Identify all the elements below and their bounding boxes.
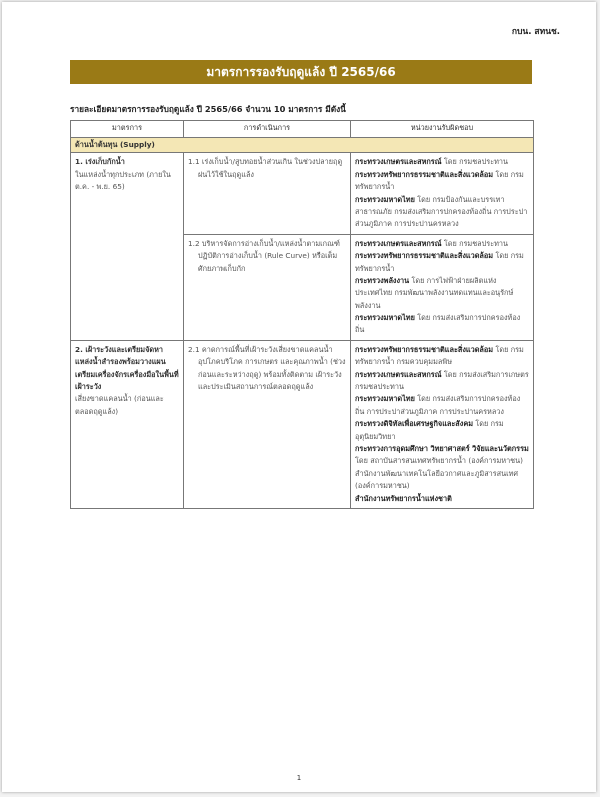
- measures-table: [70, 120, 534, 509]
- agency-item: กระทรวงการอุดมศึกษา วิทยาศาสตร์ วิจัยและนวัตกรรม โดย สถาบันสารสนเทศทรัพยากรน้ำ (องค์การมหาชน) สำนักงานพัฒนาเทคโนโลยีอวกาศและภูมิสารสนเทศ (องค์การมหาชน): [355, 443, 529, 491]
- agency-cell: [351, 234, 534, 340]
- section-row: [71, 138, 534, 153]
- document-page: [2, 2, 596, 792]
- table-row: [71, 153, 534, 234]
- measure-title: 2. เฝ้าระวังและเตรียมจัดหาแหล่งน้ำสำรองพร้อมวางแผนเตรียมเครื่องจักรเครื่องมือในพื้นที่เฝ้าระวัง: [75, 344, 179, 392]
- agency-item: กระทรวงมหาดไทย โดย กรมส่งเสริมการปกครองท้องถิ่น การประปาส่วนภูมิภาค การประปานครหลวง: [355, 394, 521, 416]
- table-row: [71, 340, 534, 508]
- agency-item: กระทรวงทรัพยากรธรรมชาติและสิ่งแวดล้อม โดย กรมทรัพยากรน้ำ: [355, 169, 524, 192]
- page-title: มาตรการรองรับฤดูแล้ง ปี 2565/66: [206, 64, 396, 79]
- action-text: 1.2 บริหารจัดการอ่างเก็บน้ำ/แหล่งน้ำตามเกณฑ์ปฏิบัติการอ่างเก็บน้ำ (Rule Curve) หรือเต็มศักยภาพเก็บกัก: [188, 238, 340, 273]
- agency-item: กระทรวงดิจิทัลเพื่อเศรษฐกิจและสังคม โดย กรมอุตุนิยมวิทยา: [355, 419, 504, 441]
- measure-subtitle: ในแหล่งน้ำทุกประเภท (ภายใน ต.ค. - พ.ย. 65): [75, 169, 171, 192]
- column-header-measure: มาตรการ: [71, 121, 184, 138]
- column-header-action: การดำเนินการ: [184, 121, 351, 138]
- agency-item: กระทรวงพลังงาน โดย การไฟฟ้าฝ่ายผลิตแห่งประเทศไทย กรมพัฒนาพลังงานทดแทนและอนุรักษ์พลังงาน: [355, 275, 514, 310]
- action-text: 1.1 เร่งเก็บน้ำ/สูบทอยน้ำส่วนเกิน ในช่วงปลายฤดูฝนไว้ใช้ในฤดูแล้ง: [188, 157, 343, 179]
- agency-item: กระทรวงเกษตรและสหกรณ์ โดย กรมส่งเสริมการเกษตร กรมชลประทาน: [355, 369, 529, 392]
- agency-cell: [351, 340, 534, 508]
- agency-item: กระทรวงมหาดไทย โดย กรมป้องกันและบรรเทาสาธารณภัย กรมส่งเสริมการปกครองท้องถิ่น การประปาส่วนภูมิภาค การประปานครหลวง: [355, 194, 528, 229]
- table-header-row: [71, 121, 534, 138]
- measure-cell: [71, 340, 184, 508]
- agency-item: กระทรวงทรัพยากรธรรมชาติและสิ่งแวดล้อม โดย กรมทรัพยากรน้ำ: [355, 251, 524, 273]
- section-label: ด้านน้ำต้นทุน (Supply): [75, 140, 155, 149]
- measure-title: 1. เร่งเก็บกักน้ำ: [75, 157, 125, 167]
- agency-item: กระทรวงมหาดไทย โดย กรมส่งเสริมการปกครองท้องถิ่น: [355, 313, 521, 335]
- column-header-agency: หน่วยงานรับผิดชอบ: [351, 121, 534, 138]
- org-abbreviation: กบน. สทนช.: [511, 27, 560, 37]
- agency-item: กระทรวงเกษตรและสหกรณ์ โดย กรมชลประทาน: [355, 238, 509, 248]
- agency-item: กระทรวงเกษตรและสหกรณ์ โดย กรมชลประทาน: [355, 157, 509, 167]
- agency-cell: [351, 153, 534, 234]
- action-cell: [184, 153, 351, 234]
- agency-item: กระทรวงทรัพยากรธรรมชาติและสิ่งแวดล้อม โดย กรมทรัพยากรน้ำ กรมควบคุมมลพิษ: [355, 344, 524, 367]
- measure-subtitle: เสี่ยงขาดแคลนน้ำ (ก่อนและตลอดฤดูแล้ง): [75, 394, 164, 416]
- intro-text: รายละเอียดมาตรการรองรับฤดูแล้ง ปี 2565/66 จำนวน 10 มาตรการ มีดังนี้: [70, 104, 346, 114]
- title-banner: [70, 60, 532, 84]
- action-text: 2.1 คาดการณ์พื้นที่เฝ้าระวังเสี่ยงขาดแคลนน้ำอุปโภคบริโภค การเกษตร และคุณภาพน้ำ (ช่วงก่อนและระหว่างฤดู) พร้อมทั้งติดตาม เฝ้าระวัง และประเมินสถานการณ์ตลอดฤดูแล้ง: [188, 344, 346, 392]
- page-number: 1: [296, 774, 302, 782]
- agency-item: สำนักงานทรัพยากรน้ำแห่งชาติ: [355, 493, 452, 503]
- action-cell: [184, 340, 351, 508]
- action-cell: [184, 234, 351, 340]
- measure-cell: [71, 153, 184, 340]
